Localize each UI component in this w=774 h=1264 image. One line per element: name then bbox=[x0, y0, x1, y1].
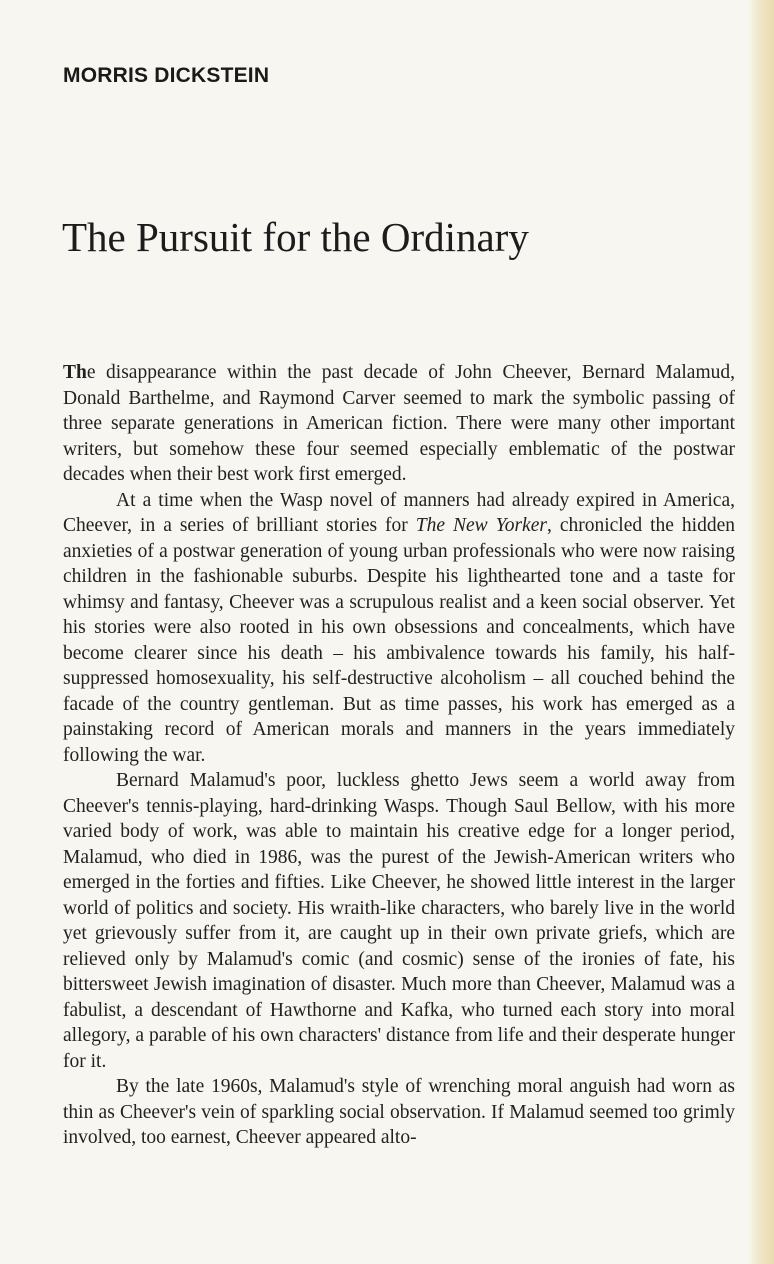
magazine-title: The New Yorker bbox=[415, 515, 547, 536]
paragraph-1 bbox=[63, 360, 735, 488]
paragraph-2-text-end: , chronicled the hidden anxieties of a postwar generation of young urban professionals who were now raising children in the fashionable suburbs. Despite his lighthearted tone and a taste for whimsy and fantasy, Cheever was a scrupulous realist and a keen social observer. Yet his stories were also rooted in his own obsessions and concealments, which have become clearer since his death – his ambivalence towards his family, his half-suppressed homosexuality, his self-destructive alcoholism – all couched behind the facade of the country gentleman. But as time passes, his work has emerged as a painstaking record of American morals and manners in the years immediately following the war. bbox=[63, 515, 735, 766]
running-head-author: MORRIS DICKSTEIN bbox=[63, 64, 270, 87]
chapter-title: The Pursuit for the Ordinary bbox=[62, 214, 529, 260]
body-text bbox=[63, 360, 735, 1151]
paragraph-2-text-start: At a time when the Wasp novel of manners had already expired in America, Cheever, in a series of brilliant stories for bbox=[63, 489, 735, 536]
paragraph-2 bbox=[63, 488, 735, 769]
initial-letters: Th bbox=[63, 362, 87, 383]
paragraph-1-text: e disappearance within the past decade of John Cheever, Bernard Malamud, Donald Barthelme, and Raymond Carver seemed to mark the symbolic passing of three separate generations in American fiction. There were many other important writers, but somehow these four seemed especially emblematic of the postwar decades when their best work first emerged. bbox=[63, 362, 735, 485]
paragraph-4: By the late 1960s, Malamud's style of wrenching moral anguish had worn as thin as Cheever's vein of sparkling social observation. If Malamud seemed too grimly involved, too earnest, Cheever appeared alto- bbox=[63, 1076, 735, 1148]
page-edge-shadow bbox=[748, 0, 774, 1264]
paragraph-3: Bernard Malamud's poor, luckless ghetto Jews seem a world away from Cheever's tennis-playing, hard-drinking Wasps. Though Saul Bellow, with his more varied body of work, was able to maintain his creative edge for a longer period, Malamud, who died in 1986, was the purest of the Jewish-American writers who emerged in the forties and fifties. Like Cheever, he showed little interest in the larger world of politics and society. His wraith-like characters, who barely live in the world yet grievously suffer from it, are caught up in their own private griefs, which are relieved only by Malamud's comic (and cosmic) sense of the ironies of fate, his bittersweet Jewish imagination of disaster. Much more than Cheever, Malamud was a fabulist, a descendant of Hawthorne and Kafka, who turned each story into moral allegory, a parable of his own characters' distance from life and their desperate hunger for it. bbox=[63, 770, 735, 1072]
